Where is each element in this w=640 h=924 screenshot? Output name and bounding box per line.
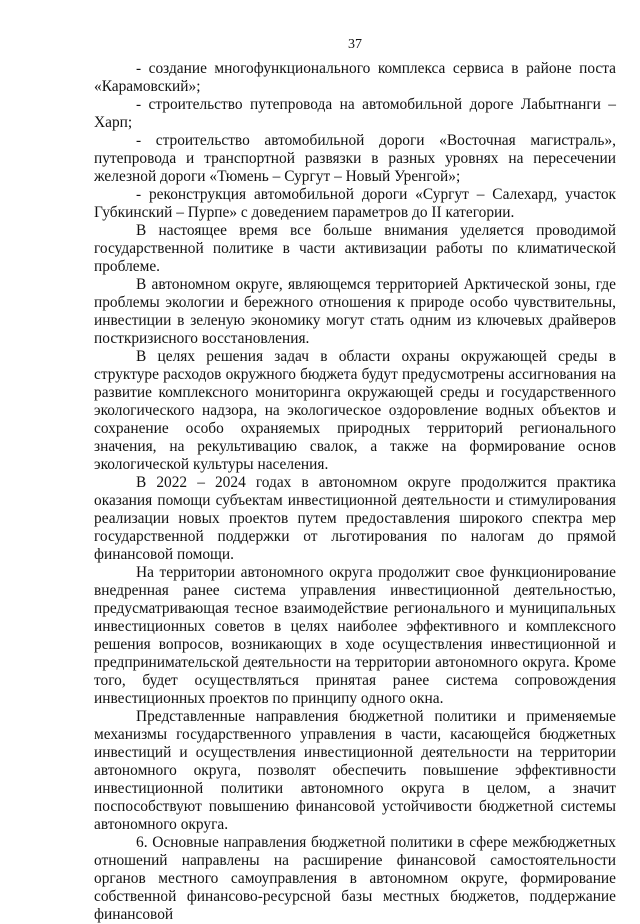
paragraph-investment-support: В 2022 – 2024 годах в автономном округе продолжится практика оказания помощи субъектам инвестиционной деятельности и стимулирования реализации новых проектов путем предоставления широкого спектра мер государственной поддержки от льготирования по налогам до прямой финансовой помощи. xyxy=(94,474,616,563)
page-number: 37 xyxy=(348,37,362,52)
paragraph-bullet-service-complex: - создание многофункционального комплекса сервиса в районе поста «Карамовский»; xyxy=(94,60,616,95)
paragraph-arctic-ecology: В автономном округе, являющемся территорией Арктической зоны, где проблемы экологии и бережного отношения к природе особо чувствительны, инвестиции в зеленую экономику могут стать одним из ключевых драйверов посткризисного восстановления. xyxy=(94,276,616,347)
paragraph-bullet-overpass: - строительство путепровода на автомобильной дороге Лабытнанги – Харп; xyxy=(94,96,616,131)
document-page xyxy=(94,36,616,924)
paragraph-policy-directions: Представленные направления бюджетной политики и применяемые механизмы государственного управления в части, касающейся бюджетных инвестиций и осуществления инвестиционной деятельности на территории автономного округа, позволят обеспечить повышение эффективности инвестиционной политики автономного округа в целом, а значит поспособствуют повышению финансовой устойчивости бюджетной системы автономного округа. xyxy=(94,708,616,833)
paragraph-interbudget-relations: 6. Основные направления бюджетной политики в сфере межбюджетных отношений направлены на расширение финансовой самостоятельности органов местного самоуправления в автономном округе, формирование собственной финансово-ресурсной базы местных бюджетов, поддержание финансовой xyxy=(94,834,616,923)
paragraph-environment-budget: В целях решения задач в области охраны окружающей среды в структуре расходов окружного бюджета будут предусмотрены ассигнования на развитие комплексного мониторинга окружающей среды и государственного экологического надзора, на экологическое оздоровление водных объектов и сохранение особо охраняемых природных территорий регионального значения, на рекультивацию свалок, а также на формирование основ экологической культуры населения. xyxy=(94,348,616,473)
paragraph-bullet-eastern-highway: - строительство автомобильной дороги «Восточная магистраль», путепровода и транспортной развязки в разных уровнях на пересечении железной дороги «Тюмень – Сургут – Новый Уренгой»; xyxy=(94,132,616,185)
paragraph-investment-management: На территории автономного округа продолжит свое функционирование внедренная ранее система управления инвестиционной деятельностью, предусматривающая тесное взаимодействие регионального и муниципальных инвестиционных советов в целях наиболее эффективного и комплексного решения вопросов, возникающих в ходе осуществления инвестиционной и предпринимательской деятельности на территории автономного округа. Кроме того, будет осуществляться принятая ранее система сопровождения инвестиционных проектов по принципу одного окна. xyxy=(94,564,616,707)
paragraph-climate-policy: В настоящее время все больше внимания уделяется проводимой государственной политике в части активизации работы по климатической проблеме. xyxy=(94,222,616,275)
paragraph-bullet-reconstruction: - реконструкция автомобильной дороги «Сургут – Салехард, участок Губкинский – Пурпе» с доведением параметров до II категории. xyxy=(94,186,616,221)
